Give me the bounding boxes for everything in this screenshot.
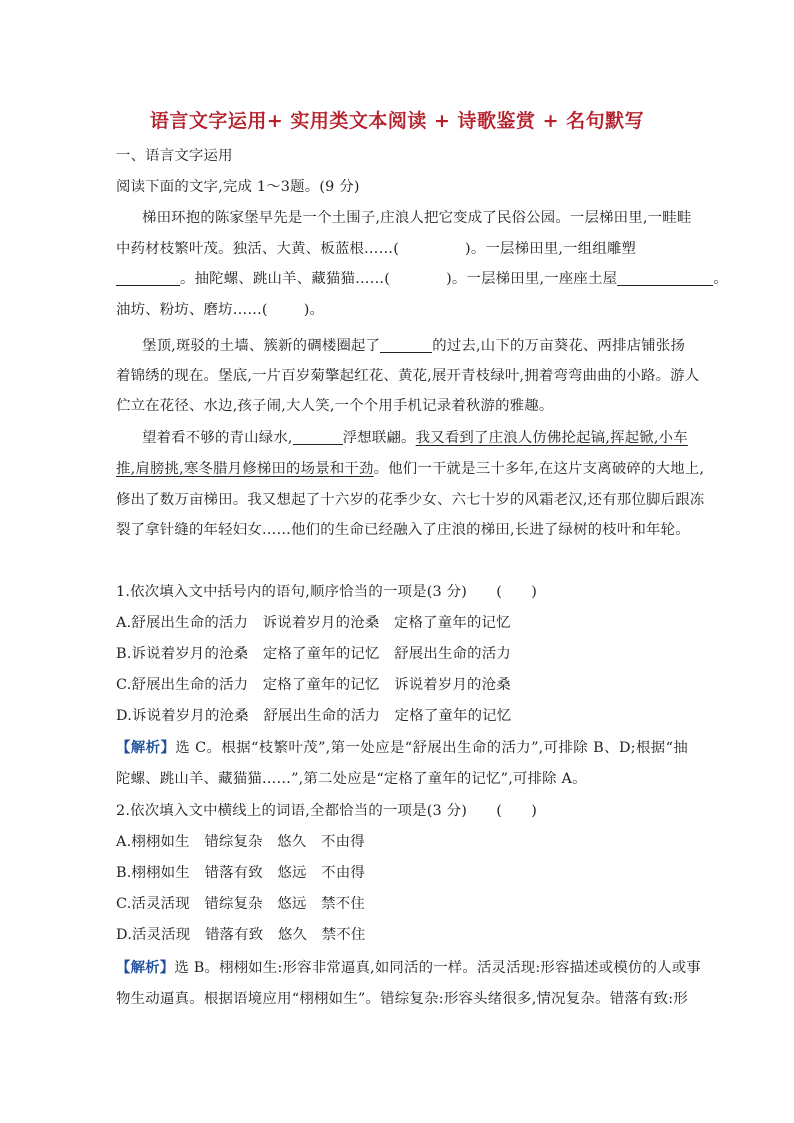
passage-line (142, 428, 688, 448)
underlined-sentence: 推,肩膀挑,寒冬腊月修梯田的场景和干劲 (116, 461, 374, 477)
fill-blank-line (293, 430, 343, 445)
passage-text: 中药材枝繁叶茂。独活、大黄、板蓝根……( (116, 241, 400, 257)
analysis-text: 选 B。栩栩如生:形容非常逼真,如同活的一样。活灵活现:形容描述或模仿的人或事 (174, 960, 701, 976)
passage-text: 。他们一干就是三十多年,在这片支离破碎的大地上, (373, 461, 705, 477)
analysis-text: 陀螺、跳山羊、藏猫猫……”,第二处应是“定格了童年的记忆”,可排除 A。 (116, 771, 587, 787)
passage-line: 梯田环抱的陈家堡早先是一个土围子,庄浪人把它变成了民俗公园。一层梯田里,一畦畦 (142, 210, 692, 226)
analysis-tag: 【解析】 (116, 739, 176, 756)
fill-blank-line (116, 271, 180, 286)
option-c: C.舒展出生命的活力 定格了童年的记忆 诉说着岁月的沧桑 (116, 677, 511, 693)
passage-line (116, 459, 705, 479)
passage-text: )。 (303, 302, 325, 318)
passage-text: )。一层梯田里,一组组雕塑 (465, 241, 637, 257)
analysis-text: 物生动逼真。根据语境应用“栩栩如生”。错综复杂:形容头绪很多,情况复杂。错落有致:形 (116, 991, 688, 1007)
fill-blank-line (617, 271, 713, 286)
page-title: 语言文字运用+ 实用类文本阅读 + 诗歌鉴赏 + 名句默写 (149, 110, 645, 132)
passage-line: 着锦绣的现在。堡底,一片百岁菊擎起红花、黄花,展开青枝绿叶,拥着弯弯曲曲的小路。游人 (116, 368, 700, 384)
option-d: D.诉说着岁月的沧桑 舒展出生命的活力 定格了童年的记忆 (116, 708, 512, 724)
passage-line: 裂了拿针缝的年轻妇女……他们的生命已经融入了庄浪的梯田,长进了绿树的枝叶和年轮。 (116, 522, 690, 538)
section-heading: 一、语言文字运用 (116, 148, 233, 164)
question-stem: 2.依次填入文中横线上的词语,全都恰当的一项是(3 分) ( ) (116, 803, 538, 819)
option-b: B.诉说着岁月的沧桑 定格了童年的记忆 舒展出生命的活力 (116, 646, 511, 662)
passage-text: 浮想联翩。 (342, 430, 416, 446)
question-stem: 1.依次填入文中括号内的语句,顺序恰当的一项是(3 分) ( ) (116, 584, 538, 600)
passage-line (116, 239, 688, 259)
passage-line: 伫立在花径、水边,孩子闹,大人笑,一个个用手机记录着秋游的雅趣。 (116, 398, 554, 414)
passage-line (116, 269, 728, 289)
passage-line (142, 336, 688, 356)
option-a: A.栩栩如生 错综复杂 悠久 不由得 (116, 834, 365, 850)
analysis (116, 958, 701, 978)
passage-text: 。抽陀螺、跳山羊、藏猫猫……( (180, 271, 391, 287)
instruction: 阅读下面的文字,完成 1～3题。(9 分) (116, 179, 360, 195)
analysis-tag: 【解析】 (116, 959, 175, 976)
option-a: A.舒展出生命的活力 诉说着岁月的沧桑 定格了童年的记忆 (116, 615, 511, 631)
underlined-sentence: 我又看到了庄浪人仿佛抡起镐,挥起锨,小车 (415, 430, 688, 446)
passage-text: 望着看不够的青山绿水, (142, 430, 293, 446)
passage-text: 堡顶,斑驳的土墙、簇新的碉楼圈起了 (142, 338, 381, 354)
passage-line (116, 300, 688, 320)
passage-text: 的过去,山下的万亩葵花、两排店铺张扬 (432, 338, 686, 354)
passage-text: 油坊、粉坊、磨坊……( (116, 302, 268, 318)
analysis-text: 选 C。根据“枝繁叶茂”,第一处应是“舒展出生命的活力”,可排除 B、D;根据“抽 (175, 740, 688, 756)
option-b: B.栩栩如生 错落有致 悠远 不由得 (116, 865, 366, 881)
analysis (116, 738, 688, 758)
passage-line: 修出了数万亩梯田。我又想起了十六岁的花季少女、六七十岁的风霜老汉,还有那位脚后跟冻 (116, 492, 705, 508)
option-c: C.活灵活现 错综复杂 悠远 禁不住 (116, 896, 365, 912)
fill-blank-line (380, 338, 432, 353)
passage-text: 。 (713, 271, 728, 287)
passage-text: )。一层梯田里,一座座土屋 (446, 271, 618, 287)
option-d: D.活灵活现 错落有致 悠久 禁不住 (116, 927, 366, 943)
